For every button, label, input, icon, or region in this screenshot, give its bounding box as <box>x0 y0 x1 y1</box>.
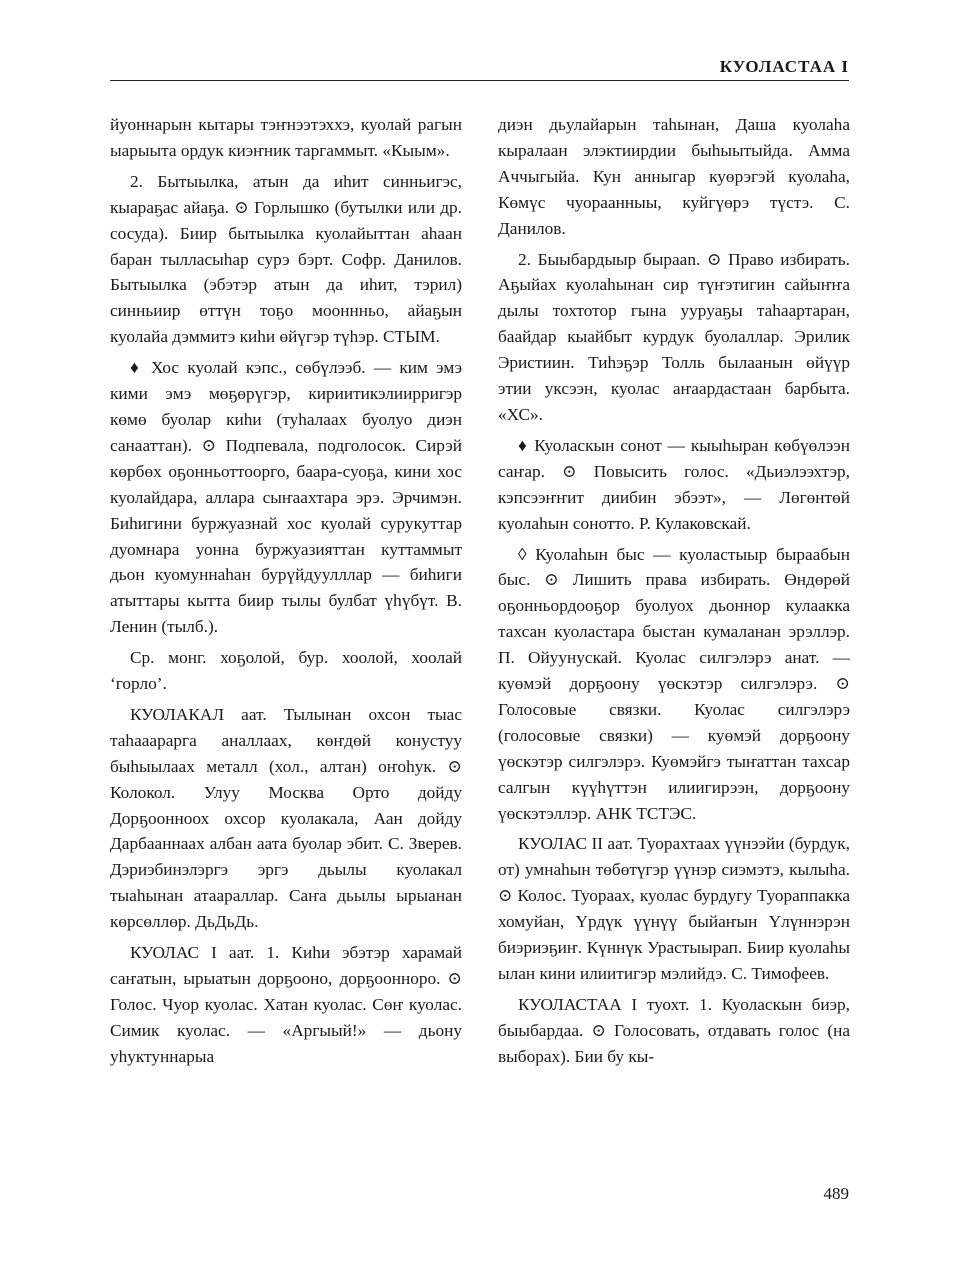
left-column <box>110 112 462 1075</box>
entry-kuolakal: КУОЛАКАЛ аат. Тылынан охсон тыас таһааарарга аналлаах, көҥдөй конустуу быһыылаах металл (хол., алтан) оҥоһук. ⊙ Колокол. Улуу Москва Орто дойду Дорҕоонноох охсор куолакала, Аан дойду Дарбааннаах албан аата буолар эбит. С. Зверев. Дэриэбинэлэргэ эргэ дьылы куолакал тыаһынан атаараллар. Саҥа дьылы ырыанан көрсөллөр. ДьДьДь. <box>110 704 462 932</box>
page-number: 489 <box>823 1184 849 1203</box>
paragraph: Ср. монг. хоҕолой, бур. хоолой, хоолай ‘горло’. <box>110 648 462 694</box>
paragraph: ♦ Хос куолай кэпс., сөбүлээб. — ким эмэ кими эмэ мөҕөрүгэр, кириитикэлиирригэр көмө буолар киһи (туһалаах буолуо диэн санааттан). ⊙ Подпевала, подголосок. Сирэй көрбөх оҕонньоттоорго, баара-суоҕа, кини хос куолайдара, аллара сыҥаахтара эрэ. Эрчимэн. Биһигини буржуазнай хос куолай сурукуттар дуомнара уонна буржуазияттан куттаммыт дьон куомуннаһан бурүйдуулллар — биһиги атыттары кытта биир тылы булбат үһүбүт. В. Ленин (тылб.). <box>110 358 462 637</box>
right-column <box>498 112 850 1075</box>
header-rule <box>110 80 849 81</box>
paragraph: 2. Бытыылка, атын да иһит синньигэс, кыараҕас айаҕа. ⊙ Горлышко (бутылки или др. сосуда). Биир бытыылка куолайыттан аһаан баран тылласыһар сурэ бэрт. Софр. Данилов. Бытыылка (эбэтэр атын да иһит, тэрил) синньиир өттүн тоҕо мооннньо, айаҕын куолайа дэммитэ киһи өйүгэр түһэр. СТЫМ. <box>110 171 462 347</box>
paragraph: ◊ Куолаһын быс — куоластыыр быраабын быс. ⊙ Лишить права избирать. Өндөрөй оҕонньордооҕор буолуох дьоннор кулаакка тахсан куоластара быстан кумаланан эрэллэр. П. Ойуунускай. Куолас силгэлэрэ анат. — куөмэй дорҕоону үөскэтэр силгэлэрэ. ⊙ Голосовые связки. Куолас силгэлэрэ (голосовые связки) — куөмэй дорҕоону үөскэтэр силгэлэрэ. Куөмэйгэ тыҥаттан тахсар салгын күүһүттэн илиигирээн, дорҕоону үөскэтэллэр. АНК ТСТЭС. <box>498 544 850 823</box>
paragraph: 2. Быыбардыыр бырааn. ⊙ Право избирать. Аҕыйах куолаһынан сир түҥэтигин сайыҥҥа дылы тохтотор гына ууруаҕы таһаартаран, баайдар кыайбыт курдук буолаллар. Эрилик Эристиин. Тиһэҕэр Толль былаанын өйүүр этии уксээн, куолас аҥаардастаан барбыта. «ХС». <box>498 249 850 424</box>
entry-kuolastaa-i: КУОЛАСТАА I туохт. 1. Куоласкын биэр, быыбардаа. ⊙ Голосовать, отдавать голос (на выборах). Бии бу кы- <box>498 994 850 1066</box>
paragraph: диэн дьулайарын таһынан, Даша куолаһа кыралаан элэктиирдии быһыытыйда. Амма Аччыгыйа. Кун анныгар куөрэгэй куолаһа, Көмүс чуораанныы, куйгүөрэ түстэ. С. Данилов. <box>498 115 850 238</box>
entry-kuolas-ii: КУОЛАС II аат. Туорахтаах үүнээйи (бурдук, от) умнаһын төбөтүгэр үүнэр сиэмэтэ, кылыһа. ⊙ Колос. Туораах, куолас бурдугу Туораппакка хомуйан, Үрдүк үүнүү быйаҥын Үлүннэрэн биэриэҕиҥ. Күннүк Урастыырап. Биир куолаһы ылан кини илиитигэр мэлийдэ. С. Тимофеев. <box>498 834 850 983</box>
entry-kuolas-i: КУОЛАС I аат. 1. Киһи эбэтэр харамай саҥатын, ырыатын дорҕооно, дорҕооннорo. ⊙ Голос. Чуор куолас. Хатан куолас. Сөҥ куолас. Симик куолас. — «Аргыый!» — дьону уһуктуннарыа <box>110 943 462 1066</box>
paragraph: йуоннарын кытары тэҥнээтэххэ, куолай рагын ыарыыта ордук киэҥник таргаммыт. «Кыым». <box>110 115 462 160</box>
running-head: КУОЛАСТАА I <box>719 57 849 76</box>
paragraph: ♦ Куоласкын сонот — кыыһыран көбүөлээн саҥар. ⊙ Повысить голос. «Дьиэлээхтэр, кэпсээҥҥит диибин эбээт», — Лөгөнтөй куолаһын сонотто. Р. Кулаковскай. <box>498 435 850 533</box>
